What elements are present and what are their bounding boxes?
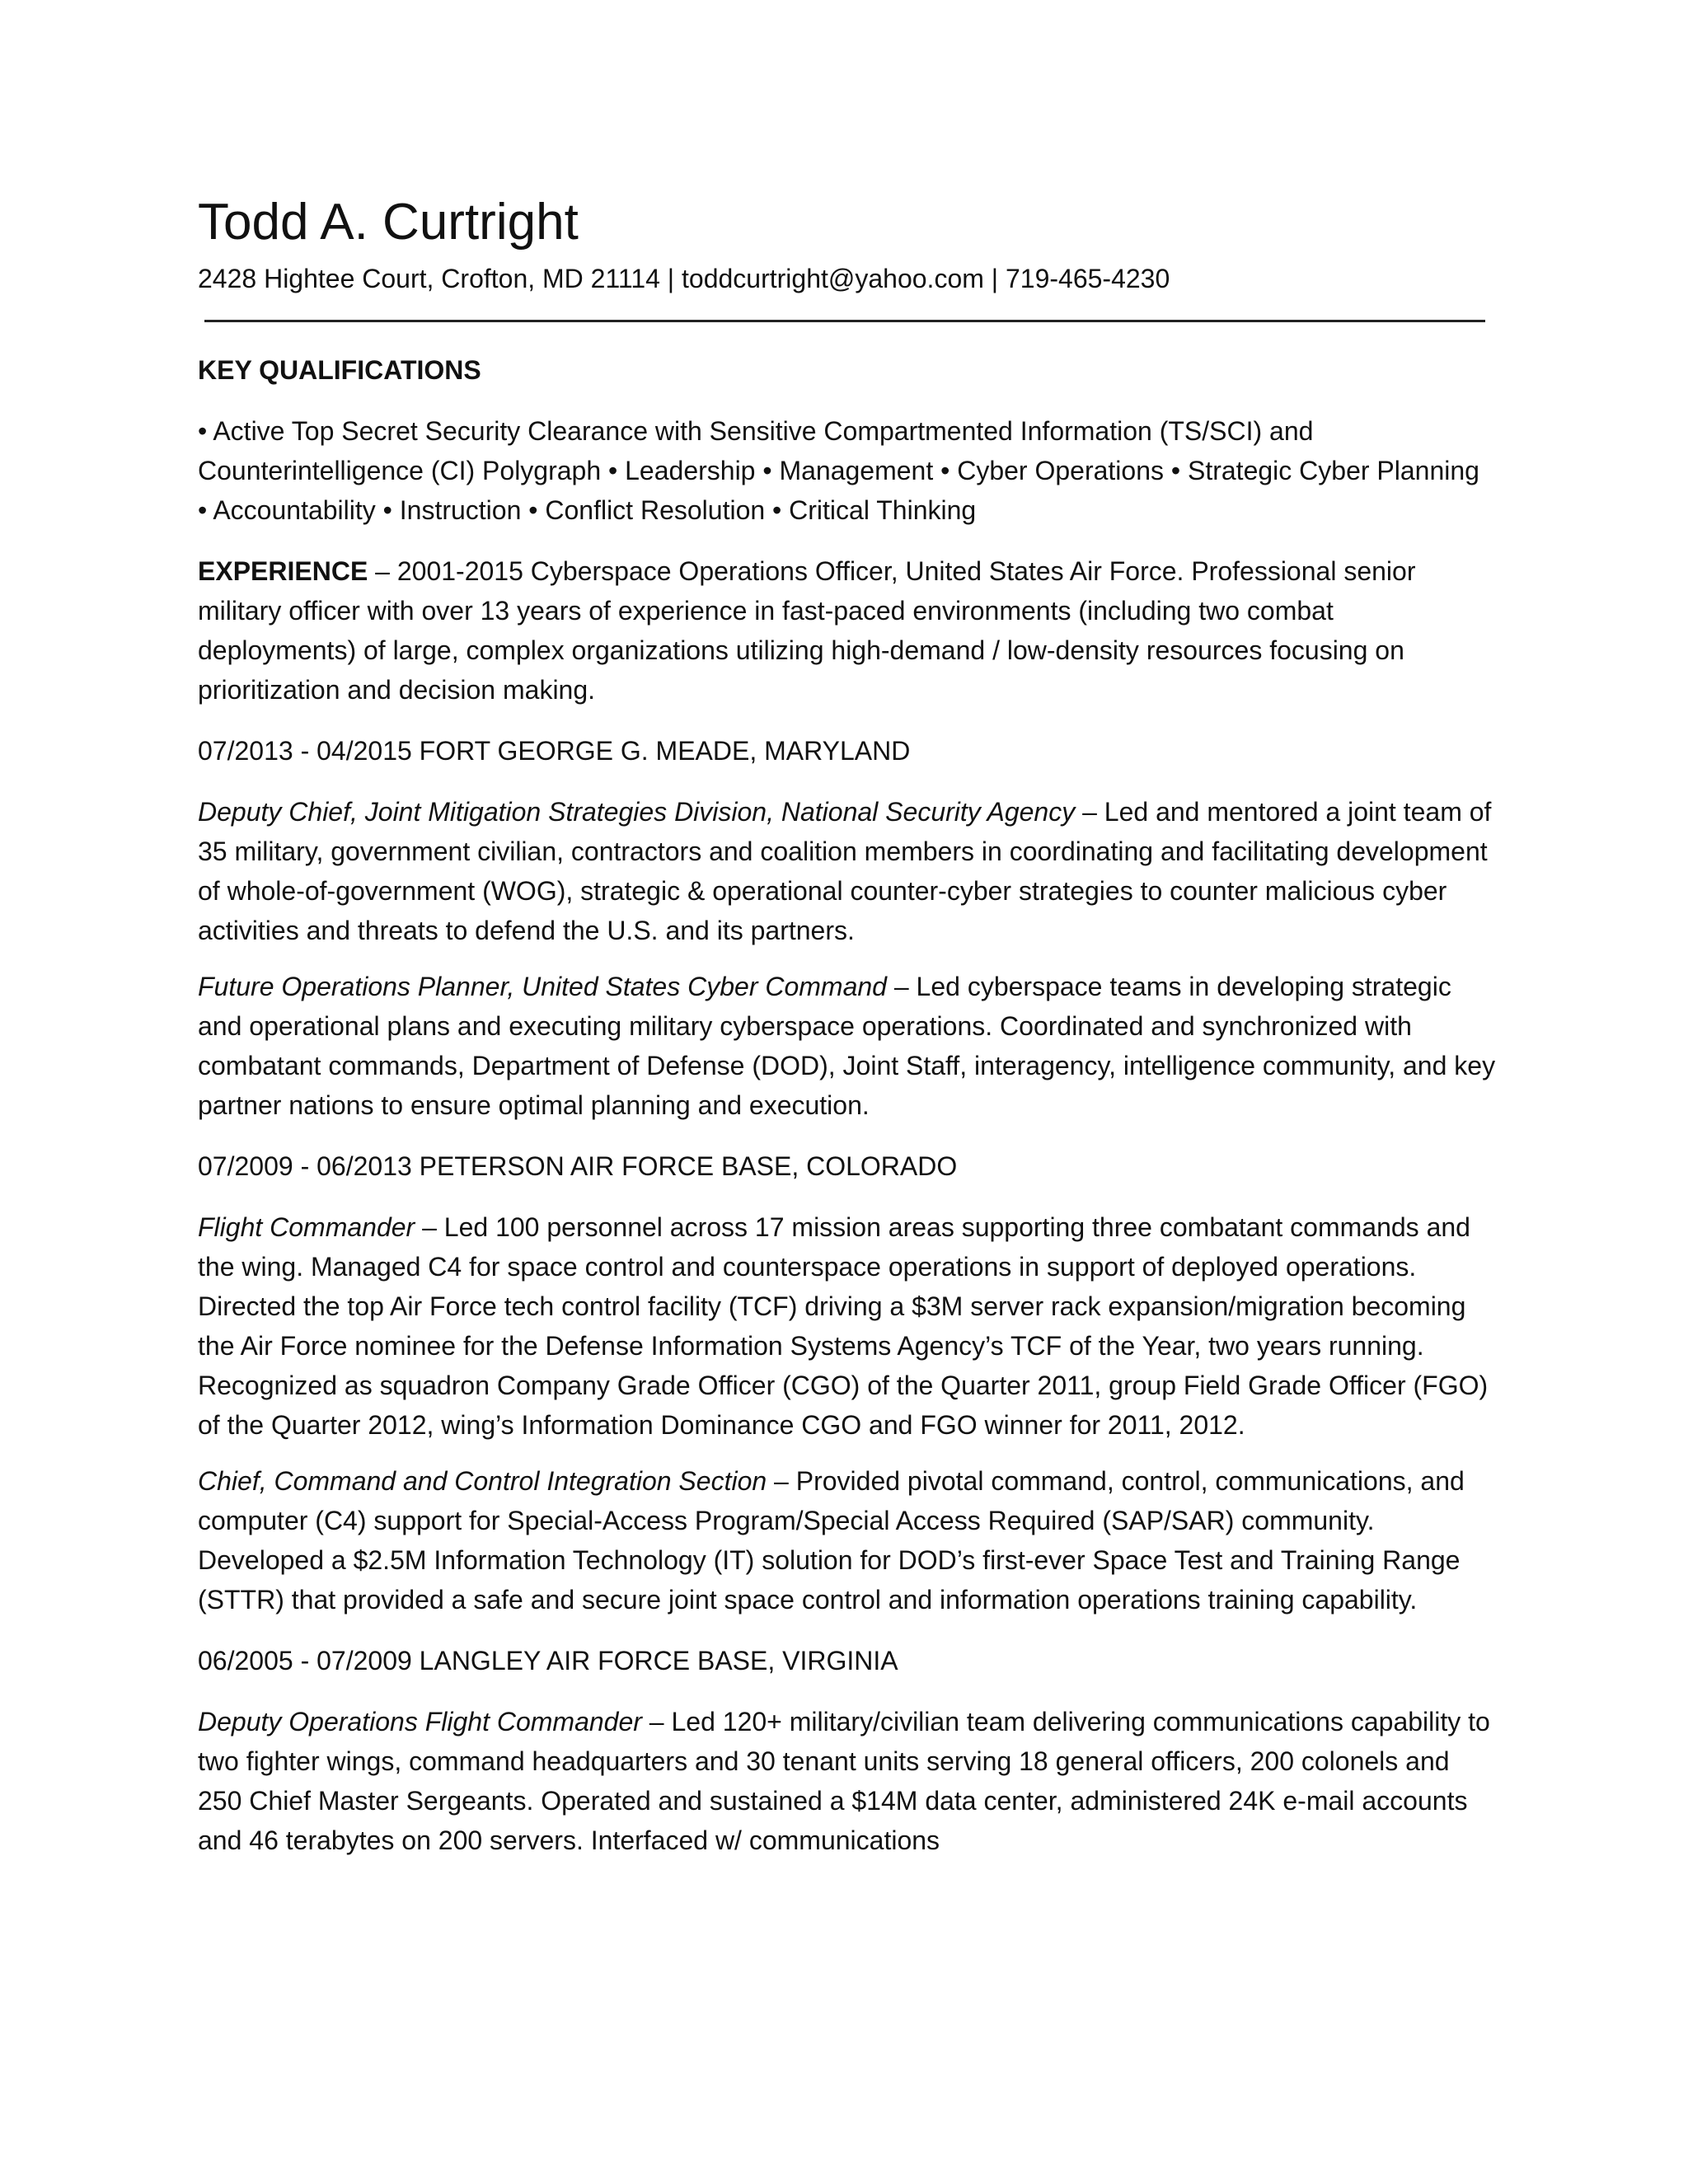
contact-line: 2428 Hightee Court, Crofton, MD 21114 | toddcurtright@yahoo.com | 719-465-4230 <box>198 264 1170 293</box>
role-entry <box>198 967 1496 1125</box>
experience-summary <box>198 551 1496 710</box>
role-entry <box>198 1461 1496 1619</box>
role-title: Chief, Command and Control Integration Section <box>198 1466 767 1496</box>
role-entry <box>198 1207 1496 1445</box>
role-entry <box>198 1702 1496 1860</box>
role-title: Deputy Operations Flight Commander <box>198 1707 642 1736</box>
position-dates: 07/2013 - 04/2015 FORT GEORGE G. MEADE, MARYLAND <box>198 736 911 766</box>
role-description: – Led cyberspace teams in developing strategic and operational plans and executing military cyberspace operations. Coordinated and synchronized with combatant commands, Department of Defense (DOD), Joint Staff, interagency, intelligence community, and key partner nations to ensure optimal planning and execution. <box>198 972 1496 1120</box>
experience-summary-text: – 2001-2015 Cyberspace Operations Officer, United States Air Force. Professional senior military officer with over 13 years of experience in fast-paced environments (including two combat deployments) of large, complex organizations utilizing high-demand / low-density resources focusing on prioritization and decision making. <box>198 556 1416 705</box>
key-qualifications-text: • Active Top Secret Security Clearance with Sensitive Compartmented Information (TS/SCI) and Counterintelligence (CI) Polygraph • Leadership • Management • Cyber Operations • Strategic Cyber Planning • Accountability • Instruction • Conflict Resolution • Critical Thinking <box>198 416 1479 525</box>
role-description: – Led 120+ military/civilian team delivering communications capability to two fighter wings, command headquarters and 30 tenant units serving 18 general officers, 200 colonels and 250 Chief Master Sergeants. Operated and sustained a $14M data center, administered 24K e-mail accounts and 46 terabytes on 200 servers. Interfaced w/ communications <box>198 1707 1490 1855</box>
candidate-name: Todd A. Curtright <box>198 194 579 251</box>
experience-heading: EXPERIENCE <box>198 556 368 586</box>
role-title: Future Operations Planner, United States Cyber Command <box>198 972 887 1001</box>
role-title: Deputy Chief, Joint Mitigation Strategies Division, National Security Agency <box>198 797 1076 827</box>
role-description: – Led 100 personnel across 17 mission areas supporting three combatant commands and the wing. Managed C4 for space control and counterspace operations in support of deployed operations. Directed the top Air Force tech control facility (TCF) driving a $3M server rack expansion/migration becoming the Air Force nominee for the Defense Information Systems Agency’s TCF of the Year, two years running. Recognized as squadron Company Grade Officer (CGO) of the Quarter 2011, group Field Grade Officer (FGO) of the Quarter 2012, wing’s Information Dominance CGO and FGO winner for 2011, 2012. <box>198 1212 1489 1440</box>
role-title: Flight Commander <box>198 1212 415 1242</box>
role-description: – Led and mentored a joint team of 35 military, government civilian, contractors and coalition members in coordinating and facilitating development of whole-of-government (WOG), strategic & operational counter-cyber strategies to counter malicious cyber activities and threats to defend the U.S. and its partners. <box>198 797 1492 945</box>
role-description: – Provided pivotal command, control, communications, and computer (C4) support for Special-Access Program/Special Access Required (SAP/SAR) community. Developed a $2.5M Information Technology (IT) solution for DOD’s first-ever Space Test and Training Range (STTR) that provided a safe and secure joint space control and information operations training capability. <box>198 1466 1465 1615</box>
header-divider <box>204 320 1485 322</box>
resume-page <box>198 190 1496 1860</box>
position-dates: 06/2005 - 07/2009 LANGLEY AIR FORCE BASE, VIRGINIA <box>198 1646 898 1675</box>
position-dates: 07/2009 - 06/2013 PETERSON AIR FORCE BASE, COLORADO <box>198 1151 958 1181</box>
key-qualifications-heading: KEY QUALIFICATIONS <box>198 355 481 385</box>
role-entry <box>198 792 1496 950</box>
